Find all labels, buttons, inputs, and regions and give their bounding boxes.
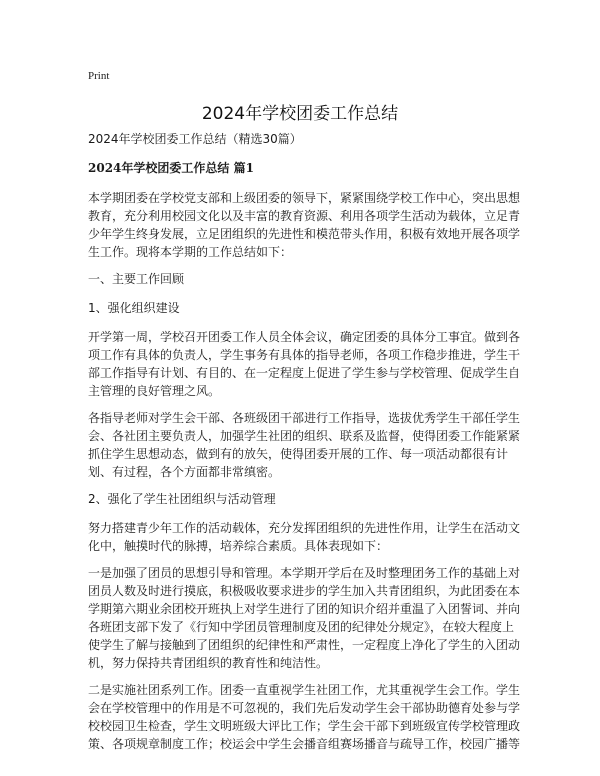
paragraph-club-work: 二是实施社团系列工作。团委一直重视学生社团工作，尤其重视学生会工作。学生会在学校管理中的作用是不可忽视的，我们先后发动学生会干部协助德育处参与学校校园卫生检查，学生文明班级大评比工作；学生会干部下到班级宣传学校管理政策、各项规章制度工作；校运会中学生会播音组赛场播音与疏导工作，校园广播等 bbox=[88, 683, 521, 751]
paragraph-member-guidance: 一是加强了团员的思想引导和管理。本学期开学后在及时整理团务工作的基础上对团员人数及时进行摸底，积极吸收要求进步的学生加入共青团组织，为此团委在本学期第六期业余团校开班执上对学生进行了团的知识介绍并重温了入团誓词、并向各班团支部下发了《行知中学团员管理制度及团的纪律处分规定》，在较大程度上使学生了解与接触到了团组织的纪律性和严肃性，一定程度上净化了学生的入团动机，努力保持共青团组织的教育性和纯洁性。 bbox=[88, 566, 521, 670]
intro-paragraph: 本学期团委在学校党支部和上级团委的领导下，紧紧围绕学校工作中心，突出思想教育，充分利用校园文化以及丰富的教育资源、利用各项学生活动为载体，立足青少年学生终身发展，立足团组织的先进性和模范带头作用，积极有效地开展各项学生工作。现将本学期的工作总结如下： bbox=[88, 191, 521, 259]
paragraph-organization-1: 开学第一周，学校召开团委工作人员全体会议，确定团委的具体分工事宜。做到各项工作有具体的负责人，学生事务有具体的指导老师，各项工作稳步推进，学生干部工作指导有计划、有目的、在一定程度上促进了学生参与学校管理、促成学生自主管理的良好管理之风。 bbox=[88, 330, 521, 398]
heading-clubs: 2、强化了学生社团组织与活动管理 bbox=[88, 492, 276, 506]
document-body bbox=[88, 130, 520, 762]
paragraph-clubs-intro: 努力搭建青少年工作的活动载体，充分发挥团组织的先进性作用，让学生在活动文化中，触摸时代的脉搏，培养综合素质。具体表现如下： bbox=[88, 521, 521, 553]
heading-organization: 1、强化组织建设 bbox=[88, 301, 180, 315]
page-title: 2024年学校团委工作总结 bbox=[201, 104, 399, 124]
section-title: 2024年学校团委工作总结 篇1 bbox=[88, 161, 254, 175]
print-label: Print bbox=[88, 70, 110, 82]
paragraph-organization-2: 各指导老师对学生会干部、各班级团干部进行工作指导，选拔优秀学生干部任学生会、各社团主要负责人，加强学生社团的组织、联系及监督，使得团委工作能紧紧抓住学生思想动态，做到有的放矢，使得团委开展的工作、每一项活动都很有计划、有过程，各个方面都非常缜密。 bbox=[88, 411, 521, 479]
heading-main-review: 一、主要工作回顾 bbox=[88, 272, 185, 286]
document-subtitle: 2024年学校团委工作总结（精选30篇） bbox=[88, 132, 302, 146]
